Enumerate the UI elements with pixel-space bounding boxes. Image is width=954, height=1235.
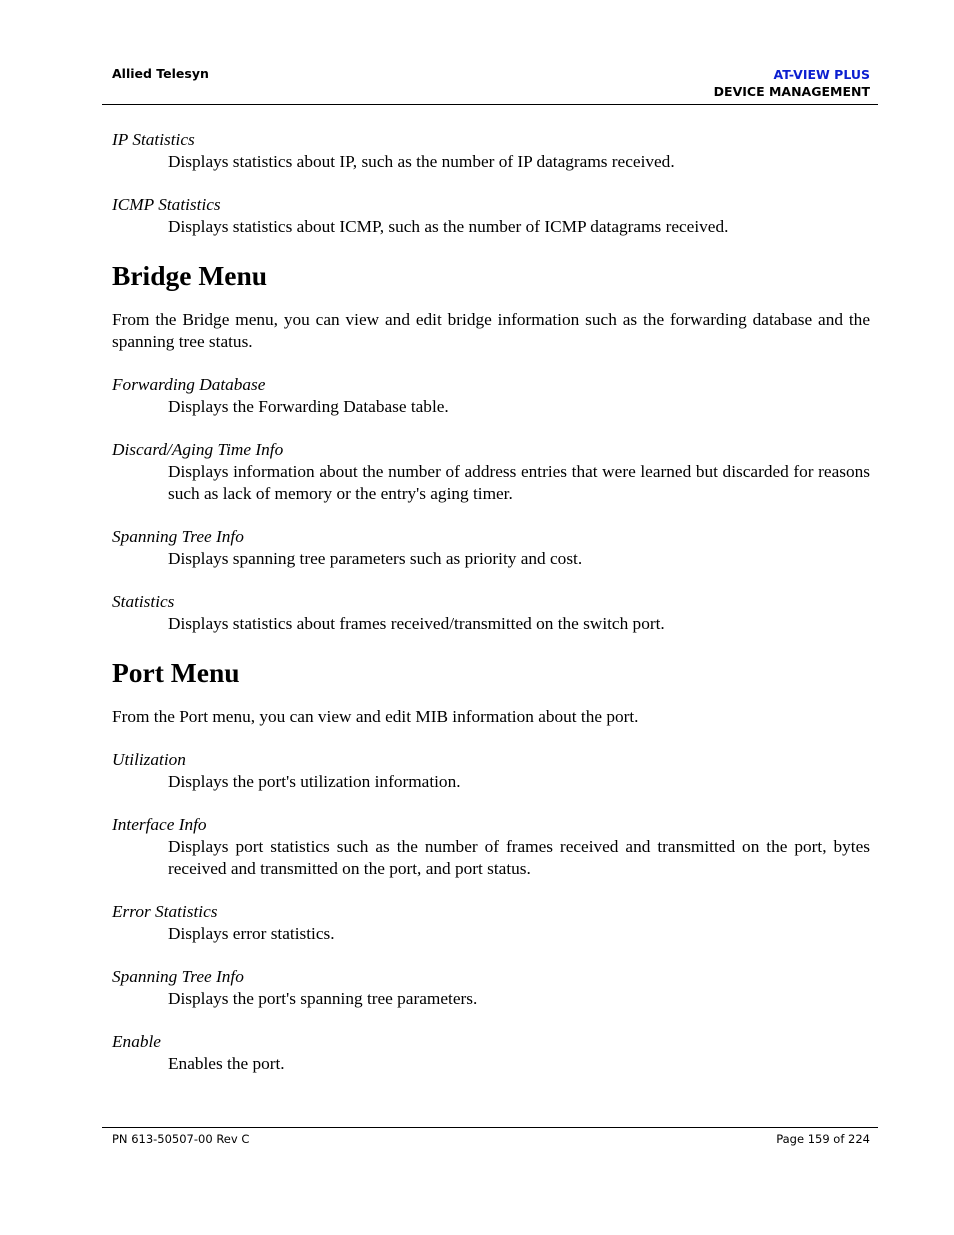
port-item — [112, 966, 870, 1010]
item-description: Displays information about the number of address entries that were learned but discarded for reasons such as lack of memory or the entry's aging timer. — [168, 462, 870, 503]
item-description: Displays the port's spanning tree parameters. — [168, 989, 478, 1008]
item-term: IP Statistics — [112, 130, 195, 149]
company-name: Allied Telesyn — [112, 66, 209, 81]
item-term: Forwarding Database — [112, 375, 266, 394]
port-item — [112, 749, 870, 793]
header-rule — [102, 104, 878, 105]
item-description: Displays statistics about IP, such as the number of IP datagrams received. — [168, 152, 675, 171]
item-description: Displays port statistics such as the number of frames received and transmitted on the port, bytes received and transmitted on the port, and port status. — [168, 837, 870, 878]
bridge-menu-intro: From the Bridge menu, you can view and edit bridge information such as the forwarding database and the spanning tree status. — [112, 310, 870, 351]
port-menu-intro: From the Port menu, you can view and edit MIB information about the port. — [112, 707, 639, 726]
intro-item — [112, 129, 870, 173]
intro-item — [112, 194, 870, 238]
page-content — [112, 129, 870, 1096]
item-description: Displays error statistics. — [168, 924, 335, 943]
port-menu-heading: Port Menu — [112, 657, 240, 688]
item-term: Interface Info — [112, 815, 207, 834]
item-description: Displays the Forwarding Database table. — [168, 397, 449, 416]
item-description: Displays statistics about ICMP, such as the number of ICMP datagrams received. — [168, 217, 729, 236]
item-description: Displays spanning tree parameters such as priority and cost. — [168, 549, 583, 568]
item-description: Displays statistics about frames received/transmitted on the switch port. — [168, 614, 665, 633]
bridge-item — [112, 526, 870, 570]
item-term: Utilization — [112, 750, 186, 769]
item-description: Displays the port's utilization information. — [168, 772, 461, 791]
item-description: Enables the port. — [168, 1054, 285, 1073]
port-item — [112, 1031, 870, 1075]
bridge-item — [112, 591, 870, 635]
header-right — [714, 66, 870, 100]
item-term: Enable — [112, 1032, 161, 1051]
part-number: PN 613-50507-00 Rev C — [112, 1132, 250, 1146]
item-term: Spanning Tree Info — [112, 967, 244, 986]
item-term: ICMP Statistics — [112, 195, 221, 214]
bridge-menu-heading: Bridge Menu — [112, 260, 268, 291]
item-term: Statistics — [112, 592, 175, 611]
port-item — [112, 814, 870, 880]
page-number: Page 159 of 224 — [776, 1132, 870, 1146]
footer-rule — [102, 1127, 878, 1128]
item-term: Spanning Tree Info — [112, 527, 244, 546]
port-item — [112, 901, 870, 945]
section-name: DEVICE MANAGEMENT — [713, 84, 870, 99]
item-term: Discard/Aging Time Info — [112, 440, 284, 459]
bridge-item — [112, 374, 870, 418]
item-term: Error Statistics — [112, 902, 218, 921]
bridge-item — [112, 439, 870, 505]
product-name: AT-VIEW PLUS — [773, 67, 870, 82]
